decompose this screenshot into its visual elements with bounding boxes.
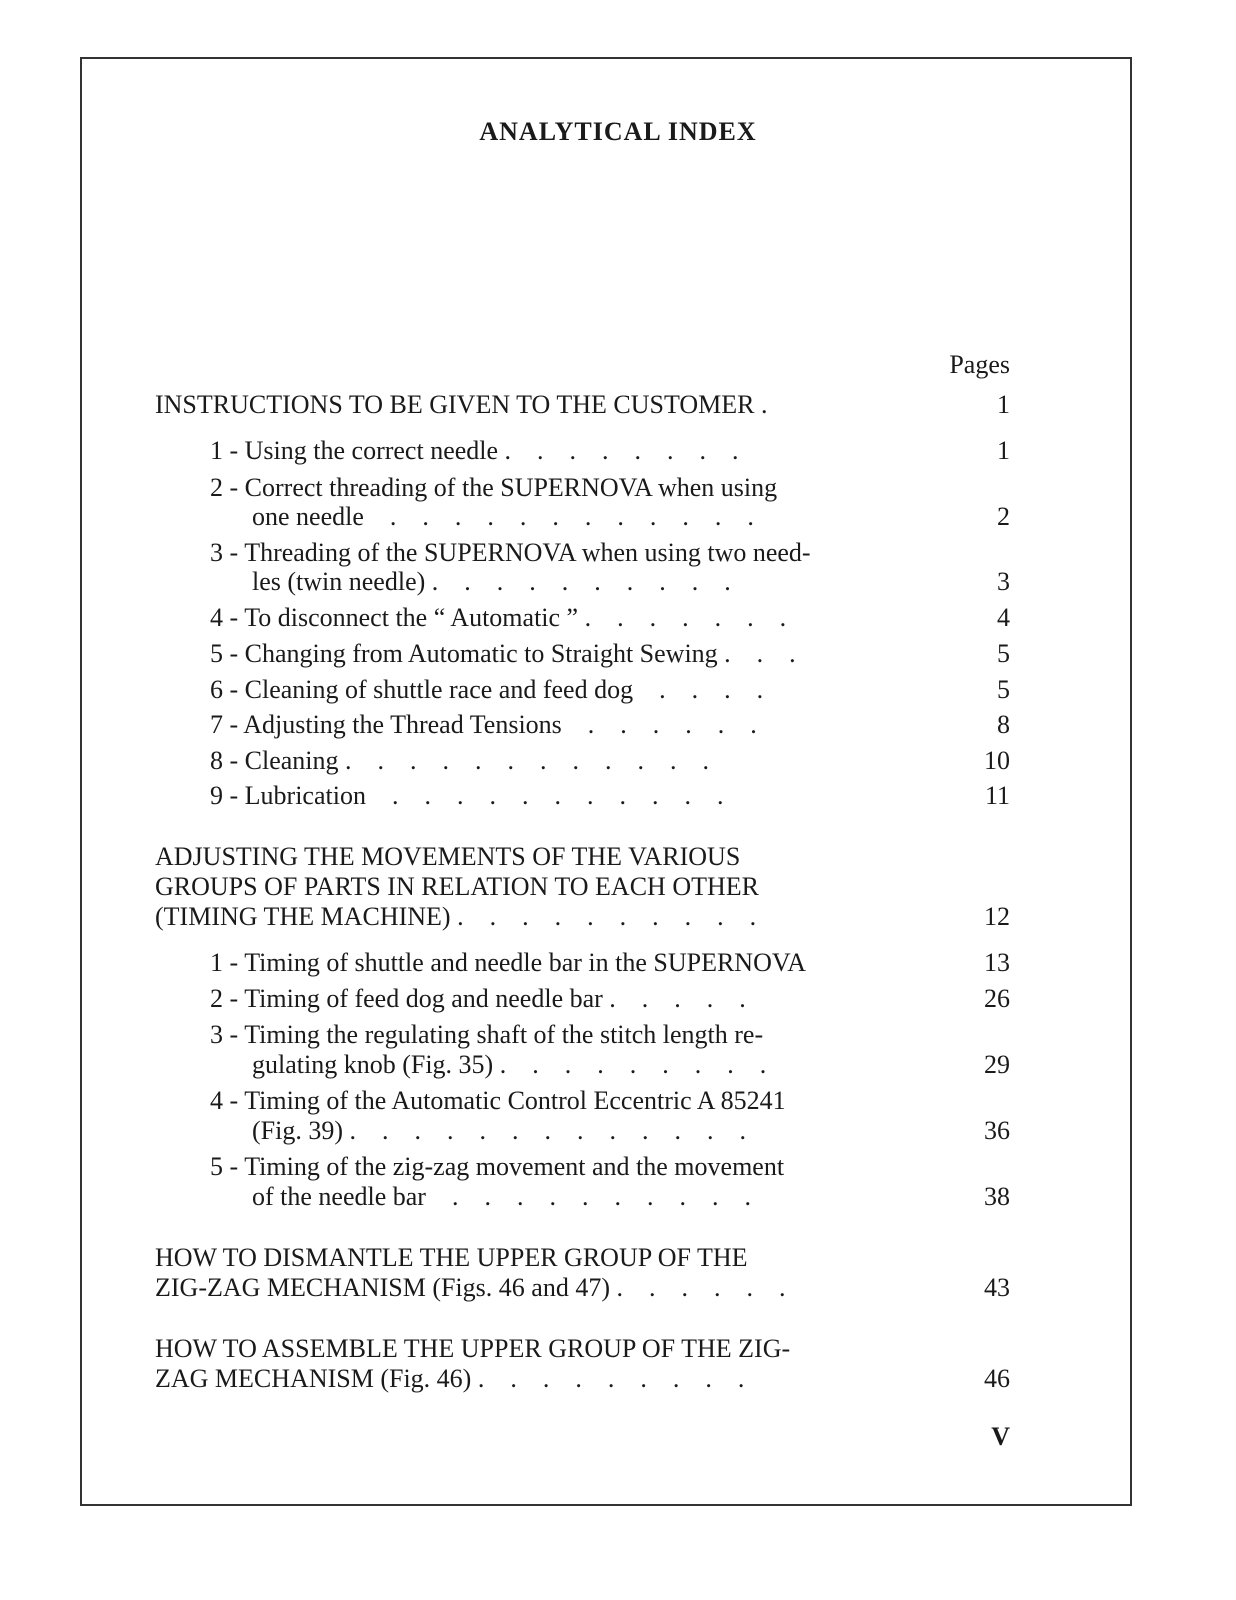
page-number: 2 (997, 502, 1010, 531)
index-entry: 7 - Adjusting the Thread Tensions . . . . . . (210, 710, 757, 739)
index-entry: 5 - Timing of the zig-zag movement and the movement (210, 1152, 785, 1181)
page-number: 8 (997, 710, 1010, 739)
section-heading: (TIMING THE MACHINE) . . . . . . . . . . (155, 902, 757, 931)
page-number: 38 (984, 1182, 1010, 1211)
folio-number: V (991, 1422, 1010, 1451)
index-entry: 2 - Timing of feed dog and needle bar . . . . . (210, 984, 746, 1013)
section-heading: ADJUSTING THE MOVEMENTS OF THE VARIOUS (155, 842, 741, 871)
page-number: 4 (997, 603, 1010, 632)
page-number: 26 (984, 984, 1010, 1013)
index-entry: 9 - Lubrication . . . . . . . . . . . (210, 781, 724, 810)
index-entry: 1 - Timing of shuttle and needle bar in the SUPERNOVA (210, 948, 807, 977)
section-heading: ZIG-ZAG MECHANISM (Figs. 46 and 47) . . . . . . (155, 1273, 786, 1302)
index-entry-continued: of the needle bar . . . . . . . . . . (252, 1182, 751, 1211)
index-entry: 3 - Threading of the SUPERNOVA when using two need- (210, 538, 811, 567)
section-heading: INSTRUCTIONS TO BE GIVEN TO THE CUSTOMER . (155, 390, 768, 419)
page-number: 10 (984, 746, 1010, 775)
page-number: 43 (984, 1273, 1010, 1302)
page-number: 1 (997, 390, 1010, 419)
index-entry: 1 - Using the correct needle . . . . . . . . (210, 436, 739, 465)
page-title: ANALYTICAL INDEX (479, 117, 757, 146)
index-entry: 5 - Changing from Automatic to Straight Sewing . . . (210, 639, 796, 668)
index-entry-continued: gulating knob (Fig. 35) . . . . . . . . . (252, 1050, 767, 1079)
page-number: 29 (984, 1050, 1010, 1079)
page-number: 5 (997, 675, 1010, 704)
page-number: 11 (984, 781, 1010, 810)
pages-column-label: Pages (949, 350, 1010, 379)
page-number: 36 (984, 1116, 1010, 1145)
page-number: 1 (997, 436, 1010, 465)
page-number: 5 (997, 639, 1010, 668)
index-entry: 8 - Cleaning . . . . . . . . . . . . (210, 746, 710, 775)
index-entry: 4 - Timing of the Automatic Control Eccentric A 85241 (210, 1086, 786, 1115)
index-entry: 4 - To disconnect the “ Automatic ” . . . . . . . (210, 603, 787, 632)
page-number: 12 (984, 902, 1010, 931)
section-heading: HOW TO DISMANTLE THE UPPER GROUP OF THE (155, 1243, 748, 1272)
index-entry-continued: les (twin needle) . . . . . . . . . . (252, 567, 731, 596)
index-entry: 3 - Timing the regulating shaft of the stitch length re- (210, 1020, 764, 1049)
section-heading: GROUPS OF PARTS IN RELATION TO EACH OTHER (155, 872, 759, 901)
page-number: 3 (997, 567, 1010, 596)
section-heading: HOW TO ASSEMBLE THE UPPER GROUP OF THE ZIG- (155, 1334, 791, 1363)
index-entry: 2 - Correct threading of the SUPERNOVA when using (210, 473, 778, 502)
page-number: 13 (984, 948, 1010, 977)
index-entry: 6 - Cleaning of shuttle race and feed dog . . . . (210, 675, 764, 704)
index-entry-continued: (Fig. 39) . . . . . . . . . . . . . (252, 1116, 746, 1145)
section-heading: ZAG MECHANISM (Fig. 46) . . . . . . . . . (155, 1364, 745, 1393)
page-number: 46 (984, 1364, 1010, 1393)
index-entry-continued: one needle . . . . . . . . . . . . (252, 502, 754, 531)
